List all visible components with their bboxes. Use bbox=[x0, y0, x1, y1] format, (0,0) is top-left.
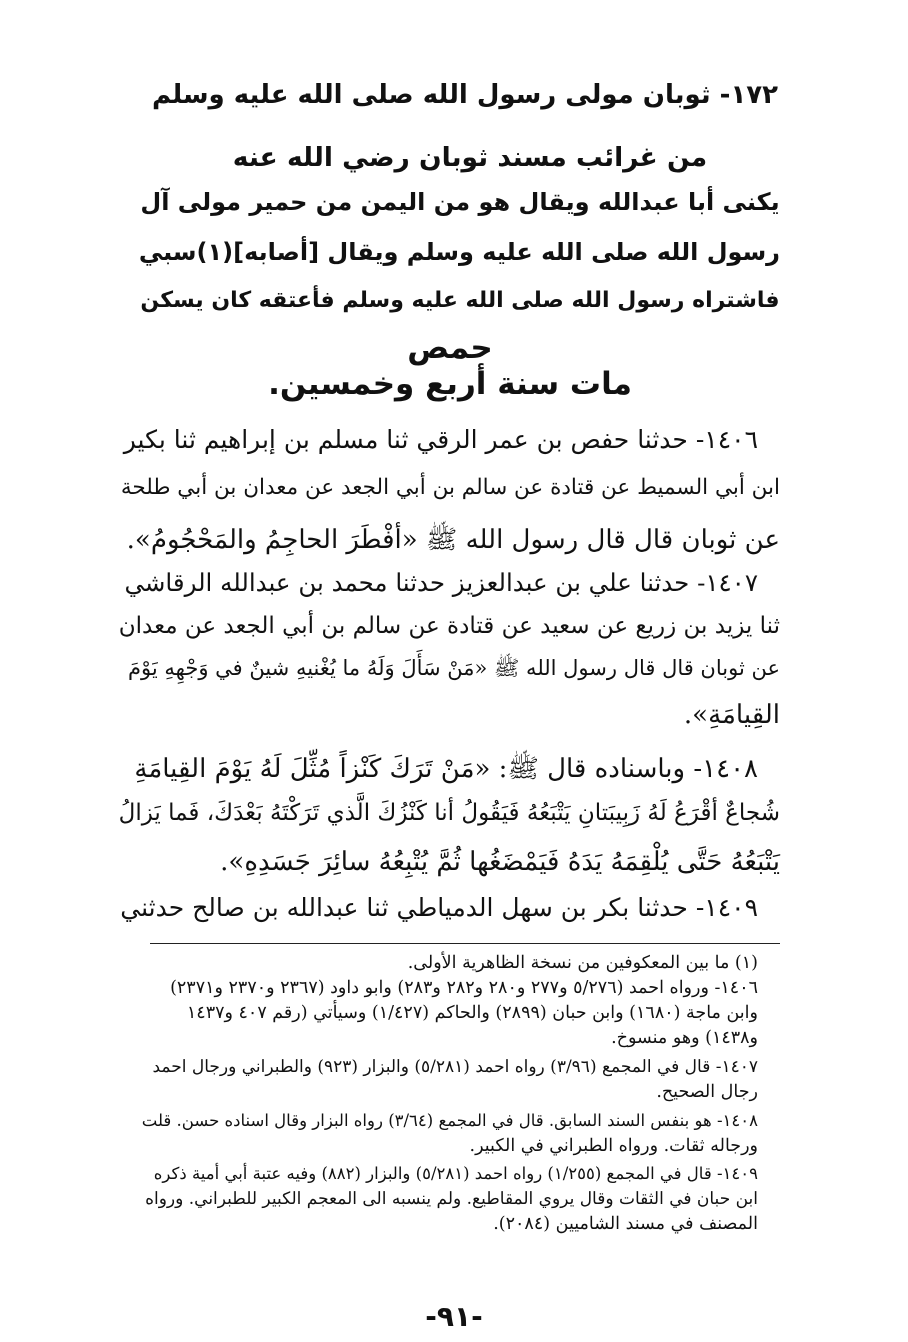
hadith-line: ابن أبي السميط عن قتادة عن سالم بن أبي الجعد عن معدان بن أبي طلحة bbox=[120, 475, 780, 500]
hadith-line: ثنا يزيد بن زريع عن سعيد عن قتادة عن سالم بن أبي الجعد عن معدان bbox=[118, 613, 780, 639]
footnote-line: (١) ما بين المعكوفين من نسخة الظاهرية الأولى. bbox=[407, 953, 758, 973]
hadith-line: ١٤٠٧- حدثنا علي بن عبدالعزيز حدثنا محمد بن عبدالله الرقاشي bbox=[124, 568, 758, 597]
footnote-line: ابن حبان في الثقات وقال يروي المقاطيع. ولم ينسبه الى المعجم الكبير للطبراني. ورواه bbox=[145, 1189, 758, 1209]
hadith-line: يَتْبَعُهُ حَتَّى يُلْقِمَهُ يَدَهُ فَيَمْضَغُها ثُمَّ يُتْبِعُهُ سائِرَ جَسَدِهِ». bbox=[220, 847, 780, 877]
footnote-line: رجال الصحيح. bbox=[656, 1082, 758, 1102]
chapter-subtitle: من غرائب مسند ثوبان رضي الله عنه bbox=[232, 142, 708, 173]
footnote-line: و١٤٣٨) وهو منسوخ. bbox=[611, 1028, 758, 1048]
page-number: -٩١- bbox=[425, 1300, 483, 1333]
biography-line: رسول الله صلى الله عليه وسلم ويقال [أصابه](١)سبي bbox=[138, 238, 780, 266]
hadith-line: ١٤٠٨- وباسناده قال ﷺ: «مَنْ تَرَكَ كَنْزاً مُثِّلَ لَهُ يَوْمَ القِيامَةِ bbox=[134, 754, 758, 784]
chapter-title: ١٧٢- ثوبان مولى رسول الله صلى الله عليه وسلم bbox=[151, 80, 779, 110]
footnote-line: ١٤٠٦- ورواه احمد (٥/٢٧٦ و٢٧٧ و٢٨٠ و٢٨٢ و٢٨٣) وابو داود (٢٣٦٧ و٢٣٧٠ و٢٣٧١) bbox=[170, 978, 758, 998]
footnote-line: المصنف في مسند الشاميين (٢٠٨٤). bbox=[493, 1214, 758, 1234]
biography-line: حمص bbox=[407, 330, 493, 366]
hadith-line: ١٤٠٦- حدثنا حفص بن عمر الرقي ثنا مسلم بن إبراهيم ثنا بكير bbox=[123, 425, 758, 454]
hadith-line: عن ثوبان قال قال رسول الله ﷺ «أفْطَرَ الحاجِمُ والمَحْجُومُ». bbox=[126, 525, 780, 555]
hadith-line: عن ثوبان قال قال رسول الله ﷺ «مَنْ سَأَلَ وَلَهُ ما يُغْنيهِ شينٌ في وَجْهِهِ يَوْمَ bbox=[128, 656, 780, 680]
hadith-line: ١٤٠٩- حدثنا بكر بن سهل الدمياطي ثنا عبدالله بن صالح حدثني bbox=[120, 893, 758, 922]
footnote-divider bbox=[150, 943, 780, 944]
footnote-line: وابن ماجة (١٦٨٠) وابن حبان (٢٨٩٩) والحاكم (١/٤٢٧) وسيأتي (رقم ٤٠٧ و١٤٣٧ bbox=[186, 1003, 758, 1023]
biography-line: يكنى أبا عبدالله ويقال هو من اليمن من حمير مولى آل bbox=[140, 188, 780, 216]
footnote-line: ١٤٠٩- قال في المجمع (١/٢٥٥) رواه احمد (٥/٢٨١) والبزار (٨٨٢) وفيه عتبة أبي أمية ذكره bbox=[153, 1164, 758, 1183]
biography-line: مات سنة أربع وخمسين. bbox=[268, 366, 632, 402]
biography-line: فاشتراه رسول الله صلى الله عليه وسلم فأعتقه كان يسكن bbox=[140, 288, 780, 313]
footnote-line: ورجاله ثقات. ورواه الطبراني في الكبير. bbox=[469, 1136, 758, 1156]
footnote-line: ١٤٠٧- قال في المجمع (٣/٩٦) رواه احمد (٥/٢٨١) والبزار (٩٢٣) والطبراني ورجال احمد bbox=[152, 1057, 758, 1077]
hadith-line: القِيامَةِ». bbox=[683, 700, 780, 730]
footnote-line: ١٤٠٨- هو بنفس السند السابق. قال في المجمع (٣/٦٤) رواه البزار وقال اسناده حسن. قلت bbox=[141, 1111, 758, 1130]
hadith-line: شُجاعٌ أقْرَعُ لَهُ زَبِيبَتانِ يَتْبَعُهُ فَيَقُولُ أنا كَنْزُكَ الَّذي تَرَكْتَهُ بَعْدَكَ، فَما يَزالُ bbox=[118, 800, 780, 826]
